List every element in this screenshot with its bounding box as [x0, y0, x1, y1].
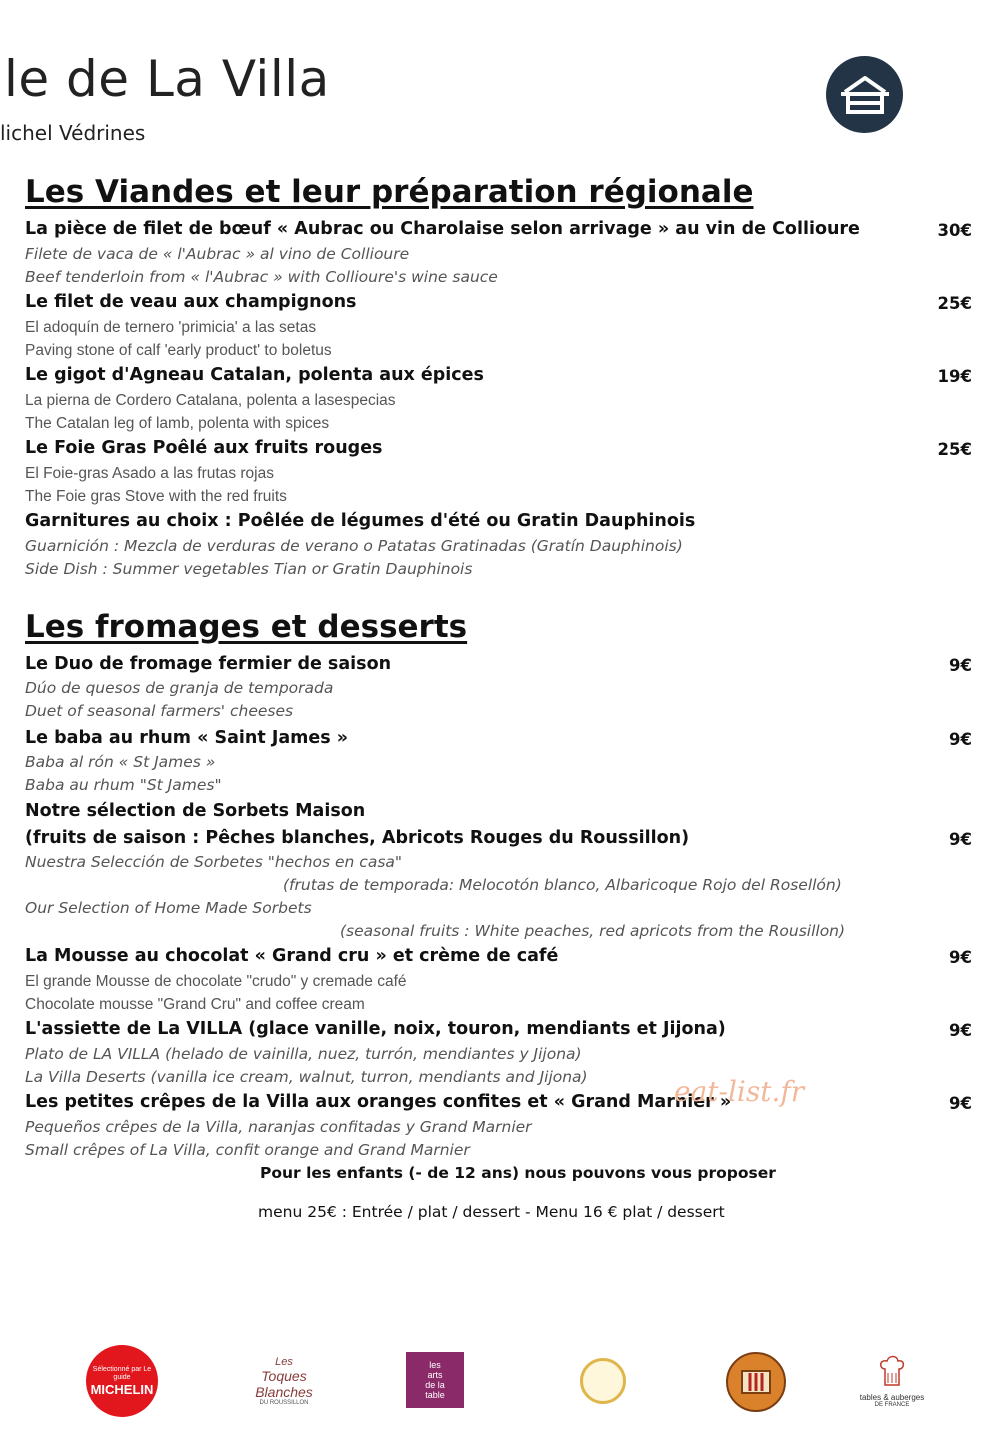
- dish-price: 9€: [949, 1094, 972, 1113]
- chef-hat-icon: [877, 1355, 907, 1393]
- dish-spanish: Nuestra Selección de Sorbetes "hechos en casa": [25, 853, 403, 871]
- dish-name: Les petites crêpes de la Villa aux oranges confites et « Grand Marnier »: [25, 1092, 732, 1112]
- dish-price: 9€: [949, 830, 972, 849]
- dish-spanish: La pierna de Cordero Catalana, polenta a lasespecias: [25, 392, 396, 409]
- dish-spanish: Pequeños crêpes de la Villa, naranjas confitadas y Grand Marnier: [25, 1118, 532, 1136]
- arts-text-1: les: [429, 1360, 441, 1370]
- dish-name: Le gigot d'Agneau Catalan, polenta aux épices: [25, 365, 484, 385]
- arts-text-3: de la: [425, 1380, 445, 1390]
- restaurant-title: le de La Villa: [4, 50, 330, 108]
- dish-spanish: Dúo de quesos de granja de temporada: [25, 679, 334, 697]
- dish-price: 25€: [937, 440, 972, 459]
- dish-name: Le filet de veau aux champignons: [25, 292, 357, 312]
- chef-name: lichel Védrines: [0, 121, 146, 145]
- toques-blanches-logo: [248, 1345, 320, 1417]
- tables-text-1: tables & auberges: [859, 1392, 925, 1402]
- dish-price: 25€: [937, 294, 972, 313]
- dish-name: Notre sélection de Sorbets Maison: [25, 801, 366, 821]
- dish-english: The Foie gras Stove with the red fruits: [25, 488, 287, 505]
- dish-english: The Catalan leg of lamb, polenta with spices: [25, 415, 330, 432]
- dish-english: Duet of seasonal farmers' cheeses: [25, 702, 294, 720]
- michelin-small-text: Sélectionné par Le guide: [92, 1365, 152, 1381]
- dish-english: La Villa Deserts (vanilla ice cream, walnut, turron, mendiants and Jijona): [25, 1068, 588, 1086]
- tables-auberges-logo: [856, 1345, 928, 1417]
- dish-spanish: El Foie-gras Asado a las frutas rojas: [25, 465, 274, 482]
- dish-name: Le Duo de fromage fermier de saison: [25, 654, 392, 674]
- dish-price: 9€: [949, 656, 972, 675]
- dish-spanish: Plato de LA VILLA (helado de vainilla, nuez, turrón, mendiantes y Jijona): [25, 1045, 582, 1063]
- children-menu: menu 25€ : Entrée / plat / dessert - Menu 16 € plat / dessert: [258, 1203, 725, 1221]
- michelin-text: MICHELIN: [90, 1381, 154, 1397]
- dish-spanish-detail: (frutas de temporada: Melocotón blanco, Albaricoque Rojo del Rosellón): [283, 876, 842, 894]
- dish-price: 9€: [949, 730, 972, 749]
- shield-logo: [726, 1352, 786, 1412]
- dish-name: Le baba au rhum « Saint James »: [25, 728, 349, 748]
- dish-english: Small crêpes of La Villa, confit orange and Grand Marnier: [25, 1141, 470, 1159]
- dish-english: Side Dish : Summer vegetables Tian or Gratin Dauphinois: [25, 560, 473, 578]
- dish-spanish: El grande Mousse de chocolate "crudo" y cremade café: [25, 973, 407, 990]
- toques-text-3: DU ROUSSILLON: [259, 1400, 309, 1406]
- dish-price: 9€: [949, 948, 972, 967]
- dish-english: Chocolate mousse "Grand Cru" and coffee cream: [25, 996, 365, 1013]
- dish-english: Baba au rhum "St James": [25, 776, 222, 794]
- dish-english-detail: (seasonal fruits : White peaches, red apricots from the Rousillon): [340, 922, 846, 940]
- dish-name-detail: (fruits de saison : Pêches blanches, Abricots Rouges du Roussillon): [25, 828, 690, 848]
- dish-spanish: Guarnición : Mezcla de verduras de verano o Patatas Gratinadas (Gratín Dauphinois): [25, 537, 683, 555]
- dish-name: Le Foie Gras Poêlé aux fruits rouges: [25, 438, 383, 458]
- section-title-desserts: Les fromages et desserts: [25, 609, 468, 645]
- michelin-logo: [86, 1345, 158, 1417]
- dish-price: 9€: [949, 1021, 972, 1040]
- house-icon: [826, 56, 903, 133]
- dish-price: 30€: [937, 221, 972, 240]
- dish-name: L'assiette de La VILLA (glace vanille, noix, touron, mendiants et Jijona): [25, 1019, 726, 1039]
- tables-text-2: DE FRANCE: [874, 1401, 910, 1408]
- dish-english: Paving stone of calf 'early product' to boletus: [25, 342, 332, 359]
- dish-spanish: Filete de vaca de « l'Aubrac » al vino de Collioure: [25, 245, 410, 263]
- children-note: Pour les enfants (- de 12 ans) nous pouvons vous proposer: [260, 1164, 776, 1182]
- dish-spanish: El adoquín de ternero 'primicia' a las setas: [25, 319, 317, 336]
- toques-text-1: Les: [275, 1356, 293, 1368]
- watermark: eat-list.fr: [674, 1075, 805, 1108]
- dish-name: Garnitures au choix : Poêlée de légumes d'été ou Gratin Dauphinois: [25, 511, 696, 531]
- section-title-viandes: Les Viandes et leur préparation régionale: [25, 174, 754, 210]
- toques-text-2: Toques Blanches: [255, 1368, 313, 1400]
- dish-name: La Mousse au chocolat « Grand cru » et crème de café: [25, 946, 559, 966]
- dish-english: Beef tenderloin from « l'Aubrac » with Collioure's wine sauce: [25, 268, 498, 286]
- dish-english: Our Selection of Home Made Sorbets: [25, 899, 312, 917]
- dish-price: 19€: [937, 367, 972, 386]
- arts-text-2: arts: [427, 1370, 443, 1380]
- arts-text-4: table: [425, 1390, 445, 1400]
- dish-spanish: Baba al rón « St James »: [25, 753, 216, 771]
- arts-de-la-table-logo: [406, 1352, 464, 1408]
- dish-name: La pièce de filet de bœuf « Aubrac ou Charolaise selon arrivage » au vin de Collioure: [25, 219, 860, 239]
- seal-logo: [580, 1358, 626, 1404]
